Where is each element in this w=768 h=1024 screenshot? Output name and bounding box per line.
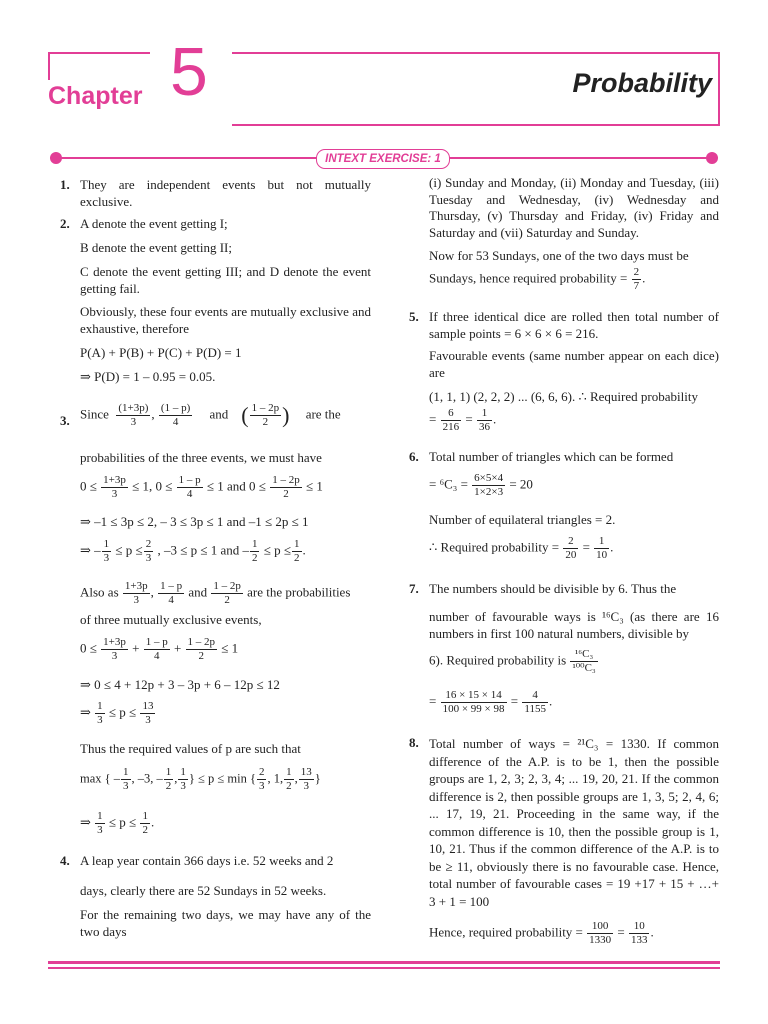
- q7-number: 7.: [409, 581, 419, 596]
- header-frame-top-right: [232, 52, 720, 54]
- q3-line9: ⇒ 0 ≤ 4 + 12p + 3 – 3p + 6 – 12p ≤ 12: [80, 677, 280, 692]
- q4-line1: A leap year contain 366 days i.e. 52 weeks and 2: [80, 853, 334, 868]
- q2-number: 2.: [60, 216, 70, 231]
- q7-line3: 6). Required probability is $\frac{\text{¹⁶C₃}}{\text{¹⁰⁰C₃}}$: [429, 648, 596, 674]
- q5-line3: (1, 1, 1) (2, 2, 2) ... (6, 6, 6). ∴ Required probability: [429, 389, 698, 404]
- q2-line6: ⇒ P(D) = 1 – 0.95 = 0.05.: [80, 369, 216, 384]
- q5-line2: Favourable events (same number appear on each dice) are: [429, 348, 719, 380]
- q3-line2: probabilities of the three events, we must have: [80, 450, 322, 465]
- q3-frac2: $\frac{(1 - p)}{4}$: [160, 402, 191, 428]
- q4-right-text3: Sundays, hence required probability = $\frac{2}{7}$ .: [429, 266, 646, 292]
- q3-frac3: $\frac{1 - 2p}{2}$: [251, 402, 280, 428]
- q5-number: 5.: [409, 309, 419, 324]
- q3-line6: Also as $\frac{1+3p}{3}$ , $\frac{1 - p}{4}$ and $\frac{1 - 2p}{2}$ are the probabilities: [80, 580, 351, 606]
- q4-right-text1: (i) Sunday and Monday, (ii) Monday and Tuesday, (iii) Tuesday and Wednesday, (iv) Wednesday and Thursday, (v) Thursday and Friday, (iv) Friday and Saturday and (vii) Saturday and Sunday.: [429, 175, 719, 240]
- banner-right-dot: [706, 152, 718, 164]
- q4-line3: For the remaining two days, we may have any of the two days: [80, 907, 371, 939]
- q2-line2: B denote the event getting II;: [80, 240, 232, 255]
- q2-line4: Obviously, these four events are mutually exclusive and exhaustive, therefore: [80, 304, 371, 336]
- header-frame-right-vertical: [718, 52, 720, 126]
- q3-line7: of three mutually exclusive events,: [80, 612, 262, 627]
- q4-line2: days, clearly there are 52 Sundays in 52 weeks.: [80, 883, 327, 898]
- q7-line4: = $\frac{16 \times 15 \times 14}{100 \times 99 \times 98}$ = $\frac{4}{1155}$ .: [429, 689, 553, 715]
- q6-line3: Number of equilateral triangles = 2.: [429, 512, 616, 527]
- q3-frac1: $\frac{(1+3p)}{3}$: [118, 402, 149, 428]
- q6-line4: ∴ Required probability = $\frac{2}{20}$ = $\frac{1}{10}$ .: [429, 535, 614, 561]
- q6-line1: Total number of triangles which can be formed: [429, 449, 674, 464]
- chapter-label: Chapter: [48, 82, 143, 110]
- q1-number: 1.: [60, 177, 70, 192]
- q2-line5: P(A) + P(B) + P(C) + P(D) = 1: [80, 345, 242, 360]
- q3-line10: ⇒ $\frac{1}{3}$ ≤ p ≤ $\frac{13}{3}$: [80, 700, 154, 726]
- q3-line1: Since $\frac{(1+3p)}{3}$ , $\frac{(1 - p)}{4}$ and ( $\frac{1 - 2p}{2}$ ) are the: [80, 402, 341, 428]
- q7-line1: The numbers should be divisible by 6. Thus the: [429, 581, 677, 596]
- q8-line2: Hence, required probability = $\frac{100}{1330}$ = $\frac{10}{133}$ .: [429, 920, 654, 946]
- q8-number: 8.: [409, 735, 419, 750]
- q3-line12: max { – $\frac{1}{3}$ , –3, – $\frac{1}{2}$ , $\frac{1}{3}$ } ≤ p ≤ min { $\frac{2}{3}$ , 1, $\frac{1}{2}$ , $\frac{13}{3}$ }: [80, 766, 321, 792]
- q3-line4: ⇒ –1 ≤ 3p ≤ 2, – 3 ≤ 3p ≤ 1 and –1 ≤ 2p ≤ 1: [80, 514, 309, 529]
- footer-rule-top: [48, 961, 720, 964]
- q6-line2: = ⁶C₃ = $\frac{6\times 5\times 4}{1\times 2\times 3}$ = 20: [429, 472, 533, 498]
- q3-line13: ⇒ $\frac{1}{3}$ ≤ p ≤ $\frac{1}{2}$ .: [80, 810, 155, 836]
- q3-number: 3.: [60, 413, 70, 428]
- chapter-number: 5: [170, 34, 208, 110]
- q4-right-text2: Now for 53 Sundays, one of the two days must be: [429, 248, 689, 263]
- q3-ineq1: 0 ≤ $\frac{1+3p}{3}$ ≤ 1, 0 ≤ $\frac{1 - p}{4}$ ≤ 1 and 0 ≤ $\frac{1 - 2p}{2}$ ≤ 1: [80, 474, 323, 500]
- header-frame-bottom: [232, 124, 720, 126]
- q3-line11: Thus the required values of p are such that: [80, 741, 301, 756]
- footer-rule-bottom: [48, 967, 720, 969]
- q8-text: Total number of ways = ²¹C₃ = 1330. If common difference of the A.P. is to be 1, then the possible groups are 1, 2, 3; 2, 3, 4; ... 19, 20, 21. If the common difference is 2, then possible groups are 1, 3, 5; 2, 4, 6; ... 17, 19, 21. Proceeding in the same way, if the common difference is 10, then the possible group is 1, 10, 21. Thus if the common difference of the A.P. is to be ≥ 11, obviously there is no favourable case. Hence, total number of favourable cases = 19 +17 + 15 + …+ 3 + 1 = 100: [429, 736, 719, 909]
- q3-line8: 0 ≤ $\frac{1+3p}{3}$ + $\frac{1 - p}{4}$ + $\frac{1 - 2p}{2}$ ≤ 1: [80, 636, 239, 662]
- chapter-title: Probability: [572, 68, 712, 98]
- q2-line1: A denote the event getting I;: [80, 216, 228, 231]
- q1-text: They are independent events but not mutually exclusive.: [80, 177, 371, 209]
- header-frame-left-vertical: [48, 52, 50, 80]
- header-frame-top-left: [48, 52, 150, 54]
- q4-number: 4.: [60, 853, 70, 868]
- q7-line2: number of favourable ways is ¹⁶C₃ (as there are 16 numbers in first 100 natural numbers, divisible by: [429, 609, 719, 641]
- q5-line1: If three identical dice are rolled then total number of sample points = 6 × 6 × 6 = 216.: [429, 309, 719, 341]
- q5-line4: = $\frac{6}{216}$ = $\frac{1}{36}$ .: [429, 407, 497, 433]
- q3-line5: ⇒ – $\frac{1}{3}$ ≤ p ≤ $\frac{2}{3}$ , –3 ≤ p ≤ 1 and – $\frac{1}{2}$ ≤ p ≤ $\frac{1}{2}$ .: [80, 538, 306, 564]
- q2-line3: C denote the event getting III; and D denote the event getting fail.: [80, 264, 371, 296]
- exercise-banner: INTEXT EXERCISE: 1: [316, 149, 450, 169]
- q6-number: 6.: [409, 449, 419, 464]
